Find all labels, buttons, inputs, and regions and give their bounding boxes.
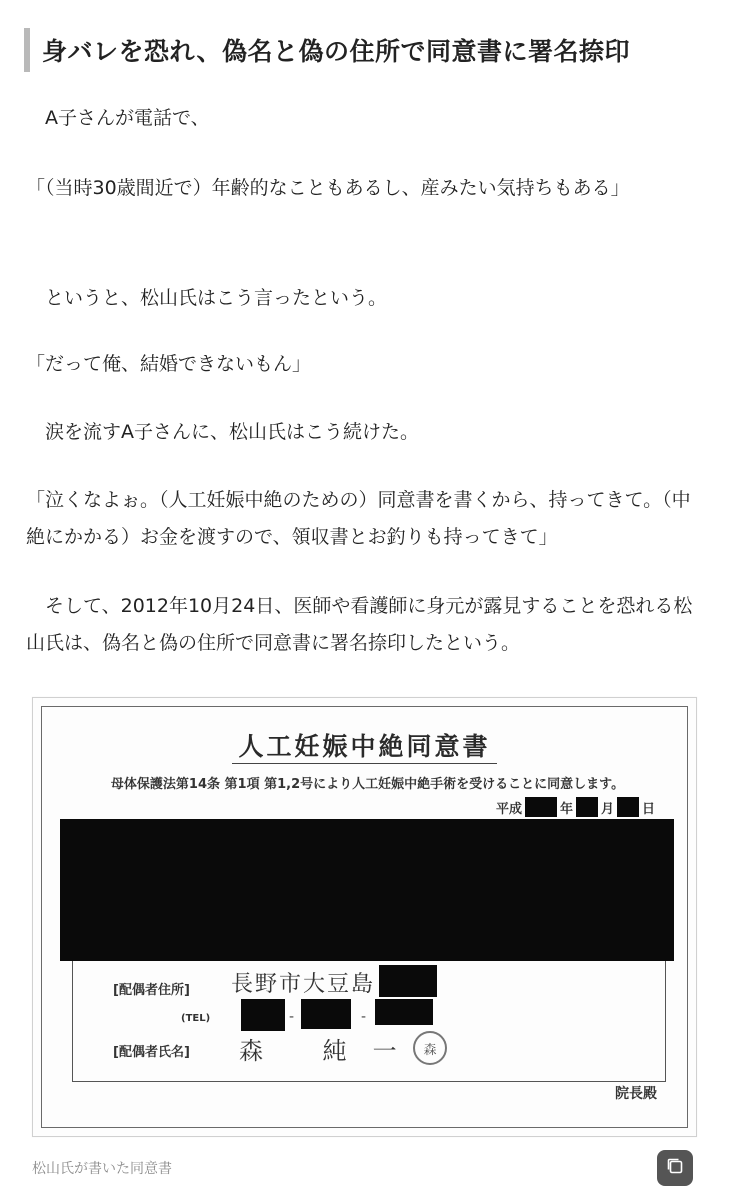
date-era: 平成 bbox=[495, 801, 522, 817]
date-year-label: 年 bbox=[559, 801, 573, 817]
paragraph: 涙を流すA子さんに、松山氏はこう続けた。 bbox=[26, 421, 419, 443]
tel-label: (TEL) bbox=[181, 1013, 211, 1024]
redaction-bar bbox=[301, 999, 351, 1029]
form-title bbox=[42, 727, 687, 763]
name-handwriting: 森 純一 bbox=[239, 1037, 423, 1065]
redaction-bar bbox=[241, 999, 285, 1031]
consent-form-image bbox=[32, 697, 697, 1137]
form-title-text: 人工妊娠中絶同意書 bbox=[232, 732, 496, 764]
paragraph: 「泣くなよぉ。（人工妊娠中絶のための）同意書を書くから、持ってきて。（中絶にかかる）お金を渡すので、領収書とお釣りも持ってきて」 bbox=[26, 489, 691, 548]
partner-info-box bbox=[72, 961, 666, 1082]
date-month-label: 月 bbox=[600, 801, 614, 817]
copy-icon bbox=[665, 1156, 685, 1180]
paragraph: 「だって俺、結婚できないもん」 bbox=[26, 353, 312, 375]
address-label: [配偶者住所] bbox=[113, 983, 190, 998]
paragraph: 「（当時30歳間近で）年齢的なこともあるし、産みたい気持ちもある」 bbox=[26, 177, 630, 199]
name-label: [配偶者氏名] bbox=[113, 1045, 190, 1060]
tel-separator: - bbox=[361, 1009, 367, 1025]
consent-form-border bbox=[41, 706, 688, 1128]
redaction-bar bbox=[379, 965, 437, 997]
redaction-bar bbox=[375, 999, 433, 1025]
redaction-bar bbox=[617, 797, 639, 817]
paragraph: というと、松山氏はこう言ったという。 bbox=[26, 287, 388, 309]
seal-stamp: 森 bbox=[413, 1031, 447, 1065]
paragraph: A子さんが電話で、 bbox=[26, 107, 210, 129]
redaction-bar bbox=[525, 797, 557, 817]
address-handwriting: 長野市大豆島 bbox=[231, 972, 376, 997]
date-day-label: 日 bbox=[641, 801, 655, 817]
article-heading: 身バレを恐れ、偽名と偽の住所で同意書に署名捺印 bbox=[24, 28, 714, 72]
tel-separator: - bbox=[289, 1009, 295, 1025]
redaction-block bbox=[60, 819, 674, 961]
image-caption: 松山氏が書いた同意書 bbox=[32, 1161, 172, 1177]
copy-button[interactable] bbox=[657, 1150, 693, 1186]
form-statement: 母体保護法第14条 第1項 第1,2号により人工妊娠中絶手術を受けることに同意します。 bbox=[110, 777, 625, 792]
paragraph: そして、2012年10月24日、医師や看護師に身元が露見することを恐れる松山氏は、偽名と偽の住所で同意書に署名捺印したという。 bbox=[26, 595, 693, 654]
form-footer: 院長殿 bbox=[615, 1086, 657, 1102]
form-date-row bbox=[496, 797, 655, 817]
redaction-bar bbox=[576, 797, 598, 817]
